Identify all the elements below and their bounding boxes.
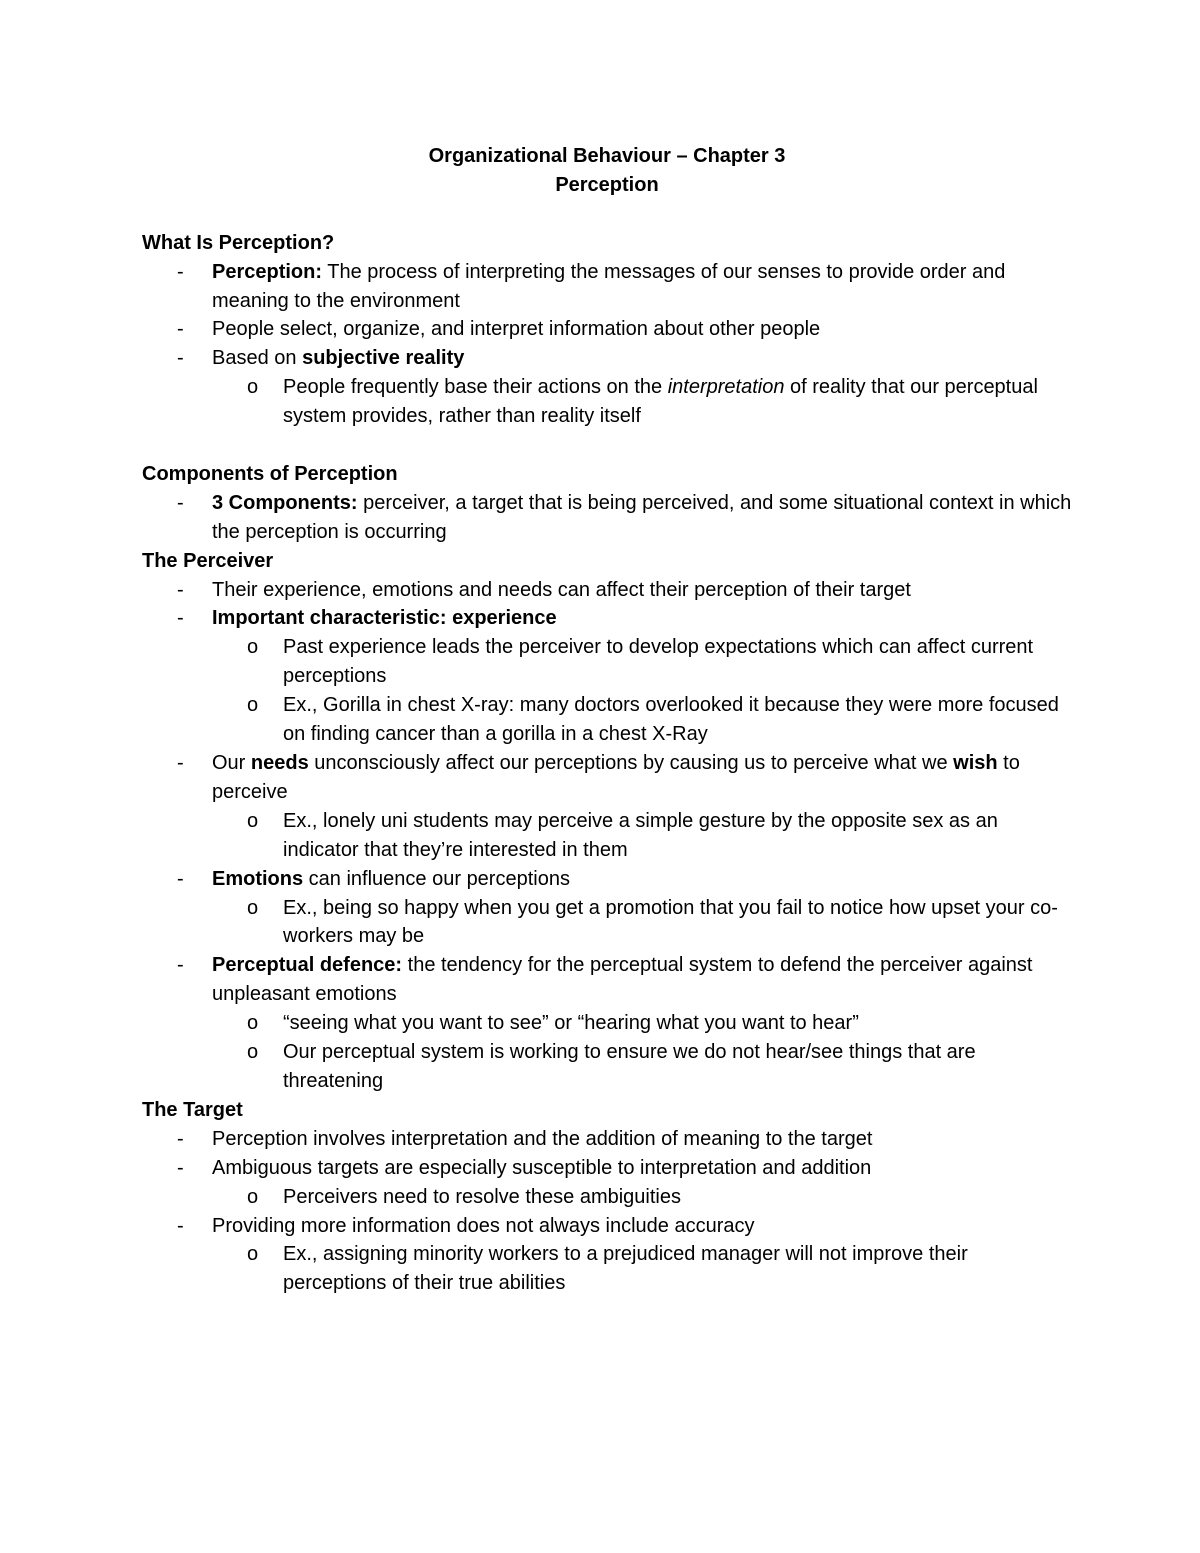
- list-item: [142, 951, 1072, 1096]
- term: Important characteristic: experience: [212, 607, 557, 630]
- sub-list-item: [212, 1009, 1072, 1038]
- sub-list: [212, 633, 1072, 749]
- heading-the-target: The Target: [142, 1098, 243, 1121]
- term: Perceptual defence:: [212, 954, 403, 977]
- components-list: [142, 489, 1072, 547]
- sub-list-item: [212, 691, 1072, 749]
- term: needs: [250, 752, 309, 774]
- item-text: People select, organize, and interpret information about other people: [212, 318, 821, 341]
- term: 3 Components:: [212, 491, 358, 514]
- item-text: can influence our perceptions: [303, 867, 570, 890]
- dash-marker: -: [177, 607, 184, 630]
- list-item: [142, 604, 1072, 749]
- item-text: Perception involves interpretation and the addition of meaning to the target: [212, 1127, 873, 1150]
- dash-marker: -: [177, 318, 184, 341]
- heading-the-perceiver: The Perceiver: [142, 549, 274, 572]
- document-page: [142, 142, 1072, 1298]
- sub-list-item: [212, 1240, 1072, 1298]
- dash-marker: -: [177, 260, 184, 283]
- circle-marker: o: [247, 636, 259, 659]
- item-text: Ex., Gorilla in chest X-ray: many doctors overlooked it because they were more focused on finding cancer than a gorilla in a chest X-Ray: [283, 694, 1059, 746]
- circle-marker: o: [247, 376, 259, 399]
- list-item: [142, 749, 1072, 865]
- target-list: [142, 1125, 1072, 1298]
- document-subtitle: Perception: [555, 173, 659, 196]
- perceiver-list: [142, 576, 1072, 1096]
- title-block: [142, 142, 1072, 200]
- sub-list-item: [212, 1183, 1072, 1212]
- circle-marker: o: [247, 809, 259, 832]
- dash-marker: -: [177, 1127, 184, 1150]
- list-item: [142, 1212, 1072, 1299]
- item-text: Based on: [212, 347, 303, 370]
- sub-list: [212, 1240, 1072, 1298]
- item-text: Our perceptual system is working to ensure we do not hear/see things that are threatening: [283, 1041, 976, 1092]
- item-text: Our: [212, 752, 251, 774]
- list-item: [142, 865, 1072, 952]
- sub-list: [212, 894, 1072, 952]
- item-text: to perceive: [212, 752, 1020, 803]
- heading-what-is-perception: What Is Perception?: [142, 231, 335, 254]
- sub-list-item: [212, 807, 1072, 865]
- heading-components-of-perception: Components of Perception: [142, 462, 398, 485]
- sub-list: [212, 1183, 1072, 1212]
- list-item: [142, 489, 1072, 547]
- dash-marker: -: [177, 347, 184, 370]
- circle-marker: o: [247, 1243, 259, 1266]
- dash-marker: -: [177, 867, 184, 890]
- dash-marker: -: [177, 1156, 184, 1179]
- circle-marker: o: [247, 1041, 259, 1064]
- term: wish: [953, 752, 998, 774]
- item-text: Ambiguous targets are especially susceptible to interpretation and addition: [212, 1156, 872, 1179]
- document-title: Organizational Behaviour – Chapter 3: [428, 145, 786, 167]
- sub-list: [212, 373, 1072, 431]
- item-text: Perceivers need to resolve these ambiguities: [283, 1185, 681, 1208]
- sub-list: [212, 807, 1072, 865]
- item-text: “seeing what you want to see” or “hearing what you want to hear”: [283, 1012, 859, 1035]
- item-text: People frequently base their actions on the: [283, 376, 668, 399]
- sub-list-item: [212, 894, 1072, 952]
- dash-marker: -: [177, 954, 184, 977]
- item-text: Ex., being so happy when you get a promotion that you fail to notice how upset your co-workers may be: [283, 896, 1058, 948]
- definition-text: perceiver, a target that is being perceived, and some situational context in which the perception is occurring: [212, 491, 1072, 543]
- sub-list: [212, 1009, 1072, 1096]
- item-text: Ex., assigning minority workers to a prejudiced manager will not improve their perceptions of their true abilities: [283, 1243, 968, 1295]
- definition-text: The process of interpreting the messages of our senses to provide order and meaning to the environment: [212, 260, 1006, 312]
- item-text: Past experience leads the perceiver to develop expectations which can affect current perceptions: [283, 636, 1034, 688]
- list-item: [142, 258, 1072, 316]
- emphasis-text: interpretation: [667, 376, 785, 399]
- list-item: [142, 1125, 1072, 1154]
- definition-text: the tendency for the perceptual system to defend the perceiver against unpleasant emotions: [212, 954, 1033, 1006]
- sub-list-item: [212, 373, 1072, 431]
- list-item: [142, 1154, 1072, 1212]
- item-text: Providing more information does not always include accuracy: [212, 1214, 755, 1237]
- item-text: unconsciously affect our perceptions by causing us to perceive what we: [308, 752, 954, 774]
- item-text: Ex., lonely uni students may perceive a simple gesture by the opposite sex as an indicator that they’re interested in them: [283, 809, 998, 861]
- circle-marker: o: [247, 1012, 259, 1035]
- circle-marker: o: [247, 694, 259, 717]
- circle-marker: o: [247, 896, 259, 919]
- spacer: [142, 431, 1072, 460]
- dash-marker: -: [177, 491, 184, 514]
- dash-marker: -: [177, 752, 184, 774]
- term: Perception:: [212, 260, 323, 283]
- list-item: [142, 576, 1072, 605]
- item-text: of reality that our perceptual system provides, rather than reality itself: [283, 376, 1038, 428]
- circle-marker: o: [247, 1185, 259, 1208]
- term: Emotions: [212, 867, 304, 890]
- dash-marker: -: [177, 1214, 184, 1237]
- list-item: [142, 344, 1072, 431]
- what-is-perception-list: [142, 258, 1072, 431]
- sub-list-item: [212, 1038, 1072, 1096]
- dash-marker: -: [177, 578, 184, 601]
- list-item: [142, 315, 1072, 344]
- term: subjective reality: [302, 347, 465, 370]
- item-text: Their experience, emotions and needs can affect their perception of their target: [212, 578, 911, 601]
- sub-list-item: [212, 633, 1072, 691]
